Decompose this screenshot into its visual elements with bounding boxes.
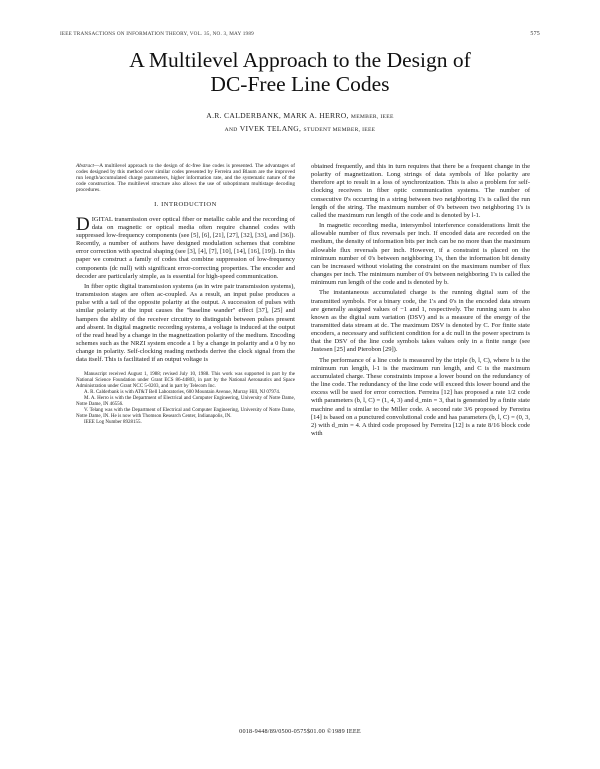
footnote-log-number: IEEE Log Number 8928155. — [84, 420, 142, 426]
right-paragraph-2: In magnetic recording media, intersymbol interference considerations limit the allowable number of flux reversals per inch. If encoded data are recorded on the medium, the density of information bits per inch can be no more than the maximum allowable flux reversals per inch. However, if a constraint is placed on the minimum number of 0's between neighboring 1's, then the information bit density can be increased without violating the constraint on the maximum number of flux changes per inch. The minimum number of 0's between neighboring 1's is called the minimum run length of the code and is denoted by b. — [311, 222, 530, 287]
abstract-text: —A multilevel approach to the design of dc-free line codes is presented. The advantages of codes designed by this method over similar codes presented by Ferreira and Blaum are the improved run length/accumulated charge parameters, higher information rate, and the systematic nature of the code construction. The multilevel structure also allows the use of suboptimum multistage decoding procedures. — [76, 163, 295, 194]
running-header — [60, 31, 540, 41]
authors-names-1: A.R. CALDERBANK, MARK A. HERRO, — [206, 111, 349, 120]
copyright-identifier: 0018-9448/89/0500-0575$01.00 ©1989 IEEE — [239, 728, 361, 735]
title-line-1: A Multilevel Approach to the Design of — [129, 48, 471, 72]
page-number: 575 — [530, 31, 540, 37]
author-block — [0, 110, 600, 136]
section-heading-introduction: I. INTRODUCTION — [154, 201, 217, 209]
drop-cap: D — [76, 213, 90, 235]
right-paragraph-4: The performance of a line code is measured by the triple (b, l, C), where b is the minimum run length, l-1 is the maximum run length, and C is the maximum accumulated charge. These constraints impose a lower bound on the redundancy of the line code. The redundancy of the line code will exceed this lower bound and the excess will be used for error correction. Ferreira [12] has proposed a rate 1/2 code with parameters (b, l, C) = (1, 4, 3) and d_min = 3, that is generated by a finite state machine and is similar to the Miller code. A second rate 3/6 proposed by Ferreira [14] is based on a punctured convolutional code and has parameters (b, l, C) = (0, 3, 2) with d_min = 4. A third code proposed by Ferreira [12] is a rate 8/16 block code with — [311, 356, 530, 437]
footnote-calderbank: A. R. Calderbank is with AT&T Bell Laboratories, 600 Mountain Avenue, Murray Hill, NJ 07974. — [84, 390, 281, 396]
abstract — [76, 163, 295, 193]
intro-paragraph-1 — [76, 213, 295, 281]
footnote-herro: M. A. Herro is with the Department of Electrical and Computer Engineering, University of Notre Dame, Notre Dame, IN 46556. — [76, 396, 295, 408]
running-head-text: IEEE TRANSACTIONS ON INFORMATION THEORY, VOL. 35, NO. 3, MAY 1989 — [60, 31, 254, 37]
footnotes — [76, 372, 295, 426]
footnote-telang: V. Telang was with the Department of Electrical and Computer Engineering, University of Notre Dame, Notre Dame, IN. He is now with Thomson Research Center, Indianapolis, IN. — [76, 408, 295, 420]
authors-and: AND — [224, 127, 238, 133]
right-column — [311, 163, 530, 440]
intro-paragraph-1-text: IGITAL transmission over optical fiber or metallic cable and the recording of data on magnetic or optical media often require channel codes with suppressed low-frequency components (see [5], [6], [21], [27], [32], [33], and [36]). Recently, a number of authors have designed modulation schemes that combine error correction with spectral shaping (see [3], [4], [7], [10], [14], [16], [19]). In this paper we construct a family of codes that combine suppression of low-frequency components (dc null) with significant error-correcting properties. The encoder and decoder are particularly simple, as is essential for high-speed communication. — [76, 215, 295, 280]
authors-membership-1: MEMBER, IEEE — [350, 114, 394, 120]
paper-title — [0, 48, 600, 96]
abstract-label: Abstract — [76, 163, 94, 169]
right-paragraph-3: The instantaneous accumulated charge is the running digital sum of the transmitted symbols. For a binary code, the 1's and 0's in the encoded data stream are generally assigned values of −1 and 1, respectively. The running sum is also known as the digital sum variation (DSV) and is a measure of the energy of the transmitted data stream at dc. The maximum DSV is denoted by C. For finite state encoders, a necessary and sufficient condition for a dc null in the power spectrum is that the DSV of the line code symbols takes values only in a finite range (see Justesen [25] and Pierobon [29]). — [311, 289, 530, 354]
authors-membership-2: STUDENT MEMBER, IEEE — [303, 127, 376, 133]
authors-line-2 — [0, 123, 600, 136]
intro-paragraph-2: In fiber optic digital transmission systems (as in wire pair transmission systems), transmission stages are often ac-coupled. As a result, an input pulse produces a pulse with a tail of the opposite polarity at the output. A succession of pulses with similar polarity at the input causes the "baseline wander" effect [37], [25] and hampers the ability of the receiver circuitry to distinguish between pulses present and absent. In digital magnetic recording systems, a voltage is induced at the output of the read head by a change in the magnetization polarity of the medium. Encoding schemes such as the NRZI system encode a 1 by a change in polarity and a 0 by no change in polarity. Self-clocking reading methods derive the clock signal from the data itself. This is facilitated if an output voltage is — [76, 282, 295, 364]
right-paragraph-1: obtained frequently, and this in turn requires that there be a frequent change in the polarity of magnetization. Long strings of data symbols of like polarity are therefore apt to result in a loss of synchronization. This is also a problem for self-clocking receivers in fiber optic communication systems. The number of consecutive 0's occurring in a string between two neighboring 1's is called the run length of the string. The maximum number of 0's between two neighboring 1's is called the maximum run length of the code and is denoted by l-1. — [311, 163, 530, 219]
left-column — [76, 163, 295, 426]
authors-names-2: VIVEK TELANG, — [239, 124, 302, 133]
title-line-2: DC-Free Line Codes — [210, 72, 390, 96]
authors-line-1 — [0, 110, 600, 123]
footnote-manuscript: Manuscript received August 1, 1988; revised July 10, 1988. This work was supported in part by the National Science Foundation under Grant ECS 86-44803, in part by the National Aeronautics and Space Administration under Grant NCC 5-0203, and in part by Telecom Inc. — [76, 372, 295, 390]
